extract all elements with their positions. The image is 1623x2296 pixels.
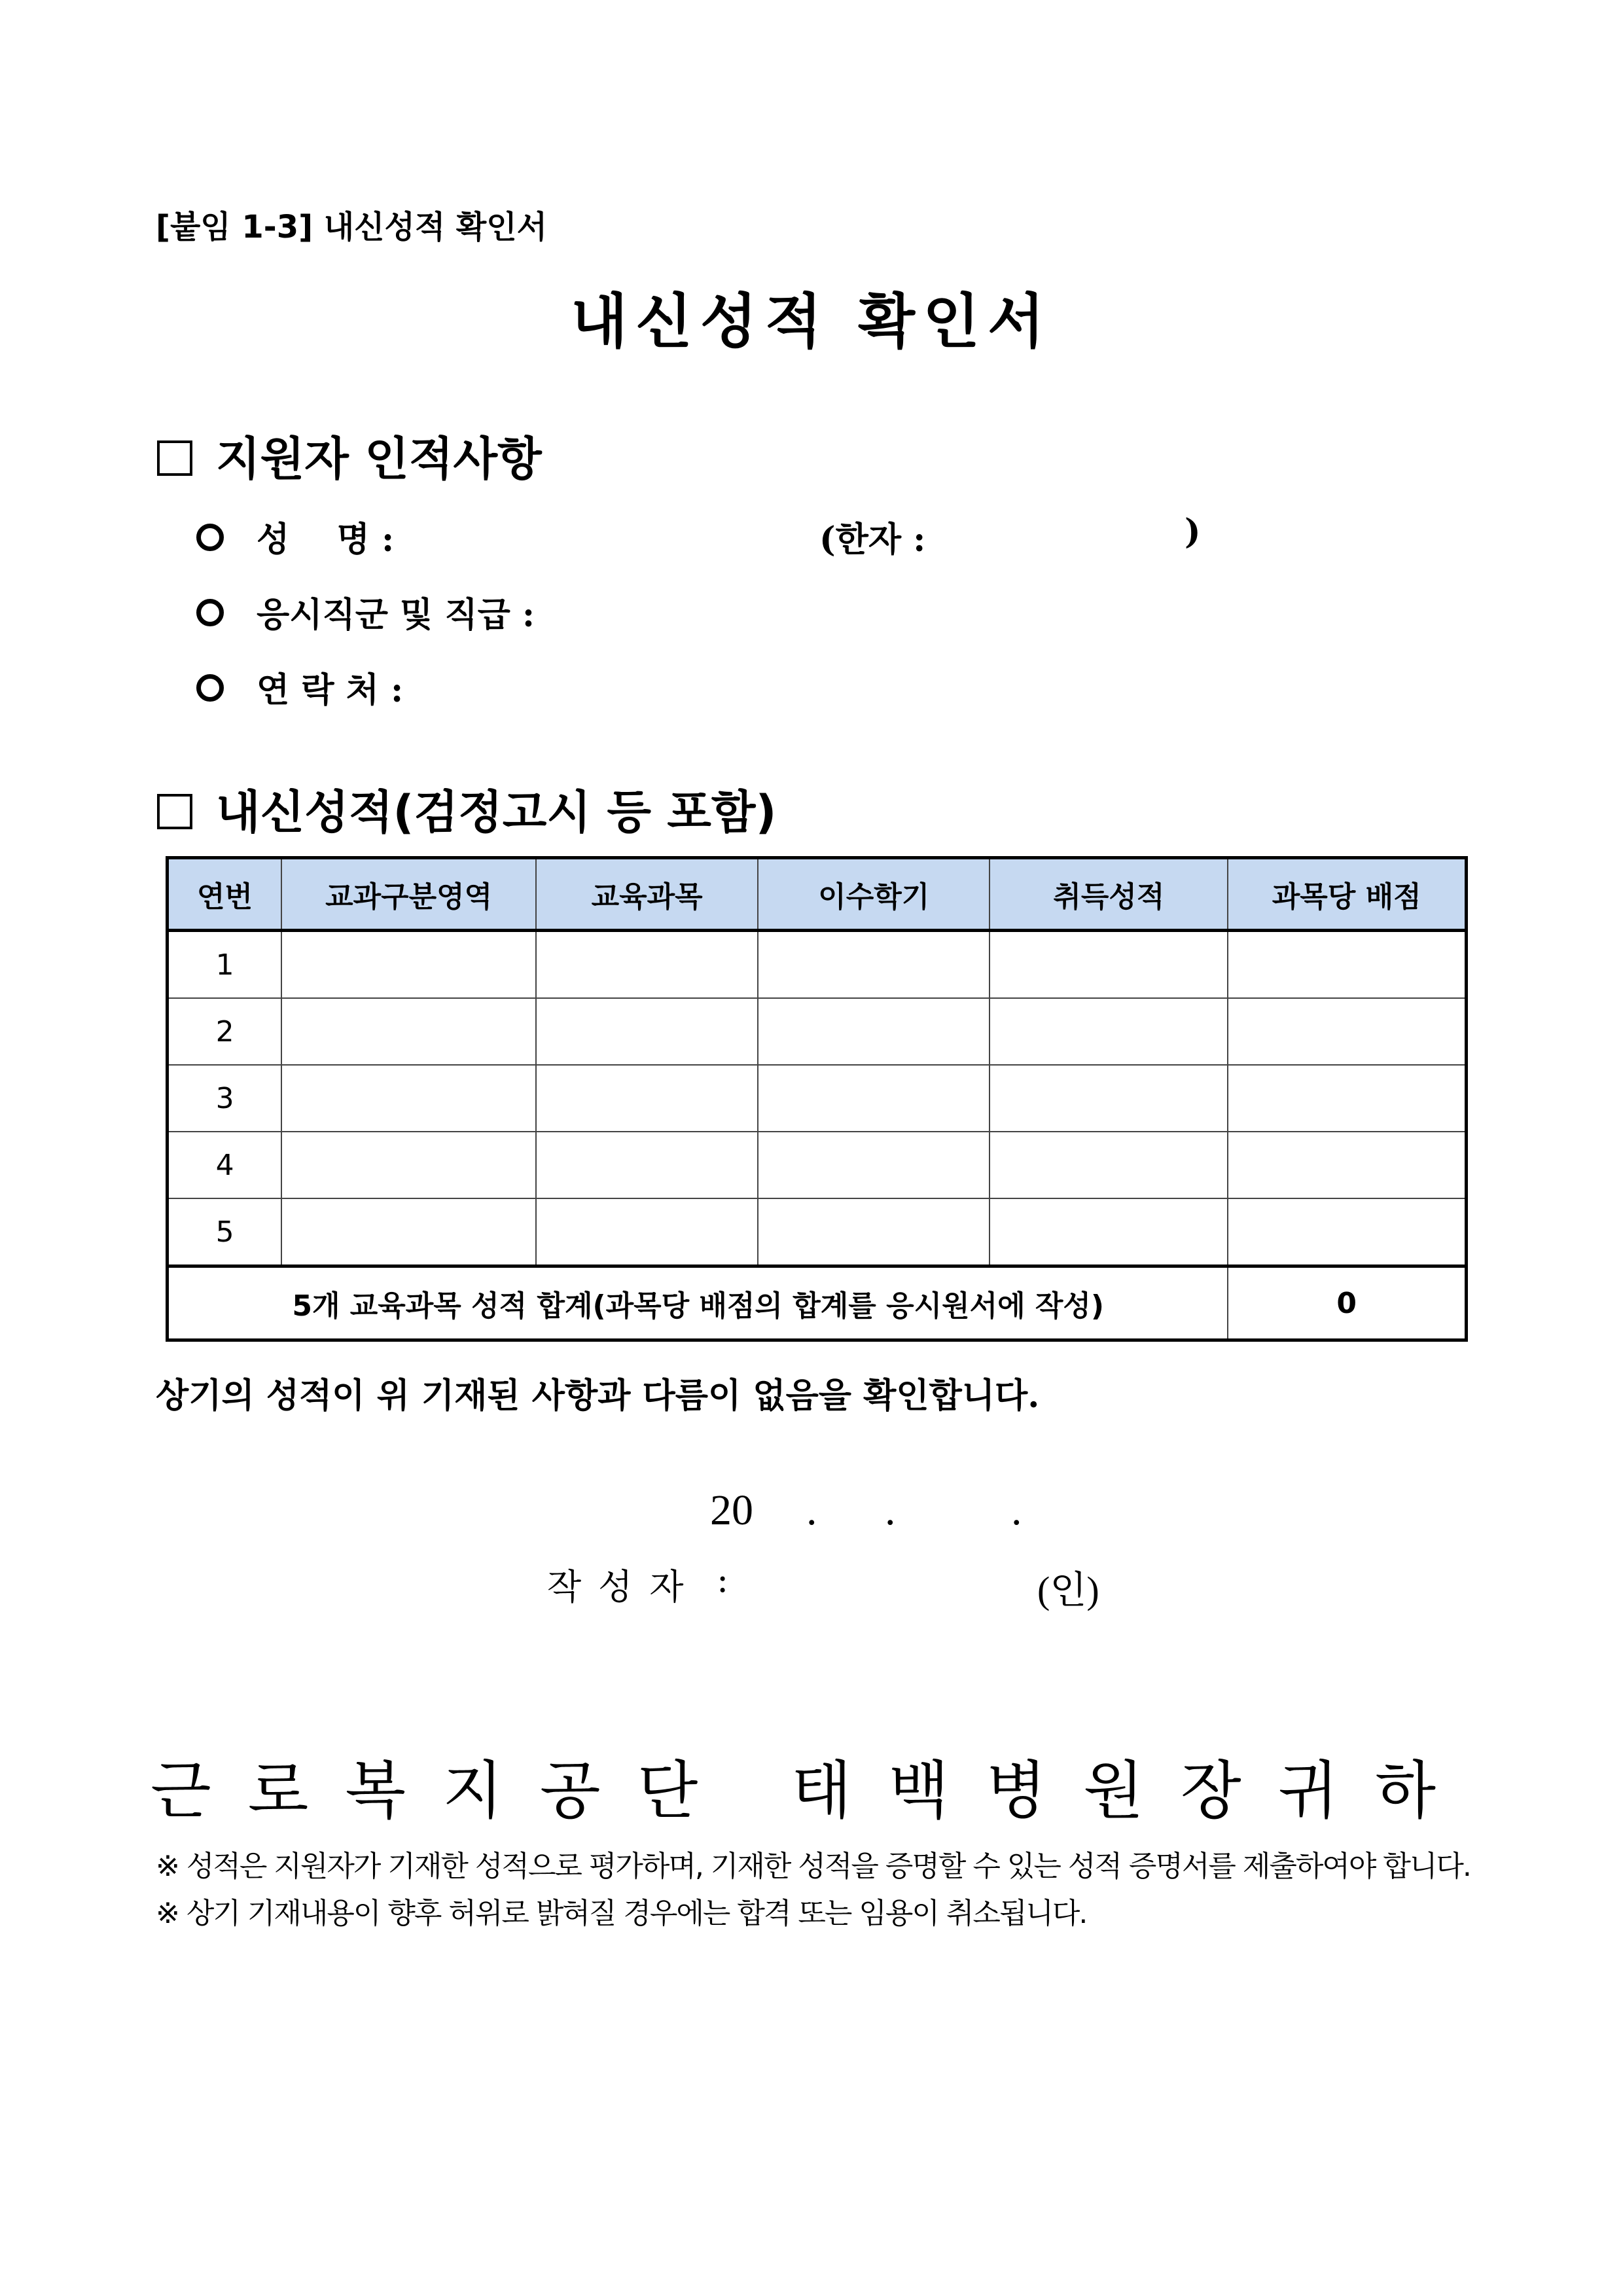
column-header: 연번 [168, 858, 282, 931]
checkbox-square-icon [157, 794, 192, 829]
table-row [168, 998, 1467, 1065]
table-row [168, 931, 1467, 999]
table-row [168, 1198, 1467, 1266]
table-cell[interactable] [1228, 1132, 1466, 1198]
table-cell[interactable] [990, 1065, 1228, 1132]
table-cell[interactable] [536, 1198, 758, 1266]
writer-colon: : [717, 1559, 729, 1600]
position-row [196, 587, 535, 636]
table-cell[interactable] [758, 931, 990, 999]
table-cell[interactable] [1228, 998, 1466, 1065]
date-separator: . [885, 1486, 896, 1534]
column-header: 교육과목 [536, 858, 758, 931]
total-value: 0 [1228, 1266, 1466, 1340]
position-label: 응시직군 및 직급 : [257, 595, 535, 635]
applicant-heading-text: 지원자 인적사항 [216, 432, 542, 486]
grades-section-heading [157, 776, 777, 842]
column-header: 이수학기 [758, 858, 990, 931]
circle-bullet-icon [196, 524, 224, 551]
table-cell[interactable] [281, 1198, 536, 1266]
table-cell[interactable] [536, 931, 758, 999]
hanja-label: (한자 : [819, 520, 926, 560]
table-cell[interactable] [281, 1065, 536, 1132]
document-title: 내신성적 확인서 [571, 287, 1052, 356]
applicant-section-heading [157, 422, 542, 488]
attachment-label: [붙임 1-3] 내신성적 확인서 [156, 209, 548, 245]
row-number: 5 [168, 1198, 282, 1266]
table-cell[interactable] [990, 1132, 1228, 1198]
seal-label: (인) [1037, 1569, 1099, 1611]
table-cell[interactable] [536, 1065, 758, 1132]
table-cell[interactable] [758, 1065, 990, 1132]
date-separator: . [1011, 1486, 1022, 1534]
table-cell[interactable] [1228, 931, 1466, 999]
name-label: 성 명 : [257, 520, 395, 560]
table-cell[interactable] [990, 998, 1228, 1065]
column-header: 교과구분영역 [281, 858, 536, 931]
confirmation-statement: 상기의 성적이 위 기재된 사항과 다름이 없음을 확인합니다. [156, 1376, 1040, 1416]
date-year: 20 [710, 1486, 753, 1534]
table-row [168, 1132, 1467, 1198]
note-item: ※ 성적은 지원자가 기재한 성적으로 평가하며, 기재한 성적을 증명할 수 있는 성적 증명서를 제출하여야 합니다. [156, 1850, 1471, 1883]
total-label: 5개 교육과목 성적 합계(과목당 배점의 합계를 응시원서에 작성) [168, 1266, 1228, 1340]
grades-heading-text: 내신성적(검정고시 등 포함) [216, 785, 777, 839]
hanja-close-paren: ) [1185, 512, 1201, 552]
date-separator: . [806, 1486, 817, 1534]
checkbox-square-icon [157, 440, 192, 476]
contact-row [196, 662, 403, 711]
addressee: 근로복지공단 태백병원장귀하 [150, 1754, 1473, 1827]
row-number: 4 [168, 1132, 282, 1198]
table-cell[interactable] [536, 1132, 758, 1198]
total-row [168, 1266, 1467, 1340]
circle-bullet-icon [196, 674, 224, 702]
table-cell[interactable] [758, 1132, 990, 1198]
row-number: 1 [168, 931, 282, 999]
name-row [196, 512, 394, 561]
row-number: 2 [168, 998, 282, 1065]
table-cell[interactable] [536, 998, 758, 1065]
table-cell[interactable] [281, 998, 536, 1065]
table-cell[interactable] [1228, 1065, 1466, 1132]
row-number: 3 [168, 1065, 282, 1132]
table-cell[interactable] [758, 1198, 990, 1266]
column-header: 취득성적 [990, 858, 1228, 931]
table-cell[interactable] [281, 1132, 536, 1198]
circle-bullet-icon [196, 599, 224, 626]
table-cell[interactable] [990, 931, 1228, 999]
table-cell[interactable] [758, 998, 990, 1065]
column-header: 과목당 배점 [1228, 858, 1466, 931]
writer-label: 작성자 [547, 1566, 701, 1607]
table-cell[interactable] [281, 931, 536, 999]
table-header-row [168, 858, 1467, 931]
table-cell[interactable] [990, 1198, 1228, 1266]
table-row [168, 1065, 1467, 1132]
note-item: ※ 상기 기재내용이 향후 허위로 밝혀질 경우에는 합격 또는 임용이 취소됩니다. [156, 1897, 1087, 1930]
grades-table [166, 856, 1468, 1342]
contact-label: 연 락 처 : [257, 670, 404, 710]
table-cell[interactable] [1228, 1198, 1466, 1266]
